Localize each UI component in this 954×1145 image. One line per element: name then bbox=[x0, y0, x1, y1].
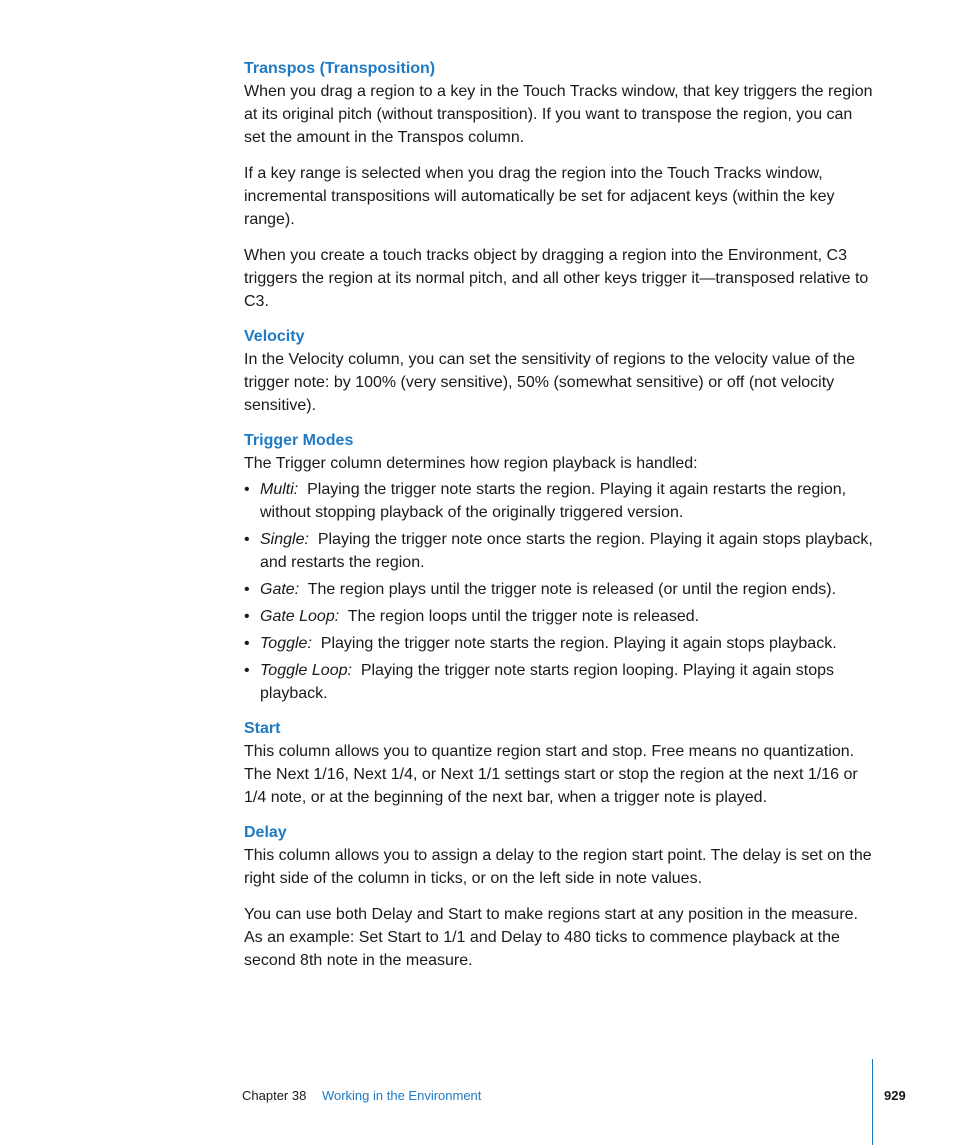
bullet: • bbox=[244, 531, 250, 548]
heading-delay: Delay bbox=[244, 824, 287, 841]
section-velocity bbox=[244, 326, 874, 417]
chapter-label: Chapter 38 bbox=[242, 1088, 307, 1103]
definition: Playing the trigger note once starts the region. Playing it again stops playback, and restarts the region. bbox=[260, 531, 873, 571]
bullet: • bbox=[244, 481, 250, 498]
definition: Playing the trigger note starts the region. Playing it again stops playback. bbox=[320, 635, 837, 652]
bullet: • bbox=[244, 581, 250, 598]
page-content bbox=[244, 58, 874, 985]
list-item bbox=[244, 659, 874, 705]
definition: Playing the trigger note starts region looping. Playing it again stops playback. bbox=[260, 662, 834, 702]
paragraph: When you drag a region to a key in the Touch Tracks window, that key triggers the region at its original pitch (without transposition). If you want to transpose the region, you can set the amount in the Transpos column. bbox=[244, 83, 873, 146]
term: Toggle Loop: bbox=[260, 662, 352, 679]
page-footer bbox=[242, 1088, 481, 1103]
trigger-mode-list bbox=[244, 478, 874, 705]
section-start bbox=[244, 718, 874, 809]
section-trigger-modes bbox=[244, 430, 874, 705]
bullet: • bbox=[244, 662, 250, 679]
page-number: 929 bbox=[884, 1088, 906, 1103]
term: Single: bbox=[260, 531, 309, 548]
list-item bbox=[244, 632, 874, 655]
paragraph: The Trigger column determines how region playback is handled: bbox=[244, 455, 698, 472]
section-delay bbox=[244, 822, 874, 972]
term: Multi: bbox=[260, 481, 299, 498]
paragraph: In the Velocity column, you can set the sensitivity of regions to the velocity value of the trigger note: by 100% (very sensitive), 50% (somewhat sensitive) or off (not velocity sensitive). bbox=[244, 351, 855, 414]
heading-velocity: Velocity bbox=[244, 328, 305, 345]
paragraph: This column allows you to quantize region start and stop. Free means no quantization. The Next 1/16, Next 1/4, or Next 1/1 settings start or stop the region at the next 1/16 or 1/4 note, or at the beginning of the next bar, when a trigger note is played. bbox=[244, 743, 858, 806]
list-item bbox=[244, 478, 874, 524]
definition: The region plays until the trigger note is released (or until the region ends). bbox=[307, 581, 837, 598]
paragraph: When you create a touch tracks object by dragging a region into the Environment, C3 triggers the region at its normal pitch, and all other keys trigger it—transposed relative to C3. bbox=[244, 247, 869, 310]
section-transpos bbox=[244, 58, 874, 313]
heading-trigger-modes: Trigger Modes bbox=[244, 432, 354, 449]
paragraph: You can use both Delay and Start to make regions start at any position in the measure. As an example: Set Start to 1/1 and Delay to 480 ticks to commence playback at the second 8th note in the measure. bbox=[244, 906, 858, 969]
term: Gate Loop: bbox=[260, 608, 340, 625]
list-item bbox=[244, 605, 874, 628]
list-item bbox=[244, 528, 874, 574]
footer-divider bbox=[872, 1059, 873, 1145]
definition: Playing the trigger note starts the region. Playing it again restarts the region, without stopping playback of the originally triggered version. bbox=[260, 481, 847, 521]
chapter-title-link[interactable]: Working in the Environment bbox=[321, 1088, 482, 1103]
paragraph: If a key range is selected when you drag the region into the Touch Tracks window, incremental transpositions will automatically be set for adjacent keys (within the key range). bbox=[244, 165, 835, 228]
term: Gate: bbox=[260, 581, 300, 598]
heading-transpos: Transpos (Transposition) bbox=[244, 60, 436, 77]
definition: The region loops until the trigger note is released. bbox=[347, 608, 700, 625]
term: Toggle: bbox=[260, 635, 312, 652]
bullet: • bbox=[244, 608, 250, 625]
paragraph: This column allows you to assign a delay to the region start point. The delay is set on the right side of the column in ticks, or on the left side in note values. bbox=[244, 847, 872, 887]
list-item bbox=[244, 578, 874, 601]
heading-start: Start bbox=[244, 720, 281, 737]
bullet: • bbox=[244, 635, 250, 652]
